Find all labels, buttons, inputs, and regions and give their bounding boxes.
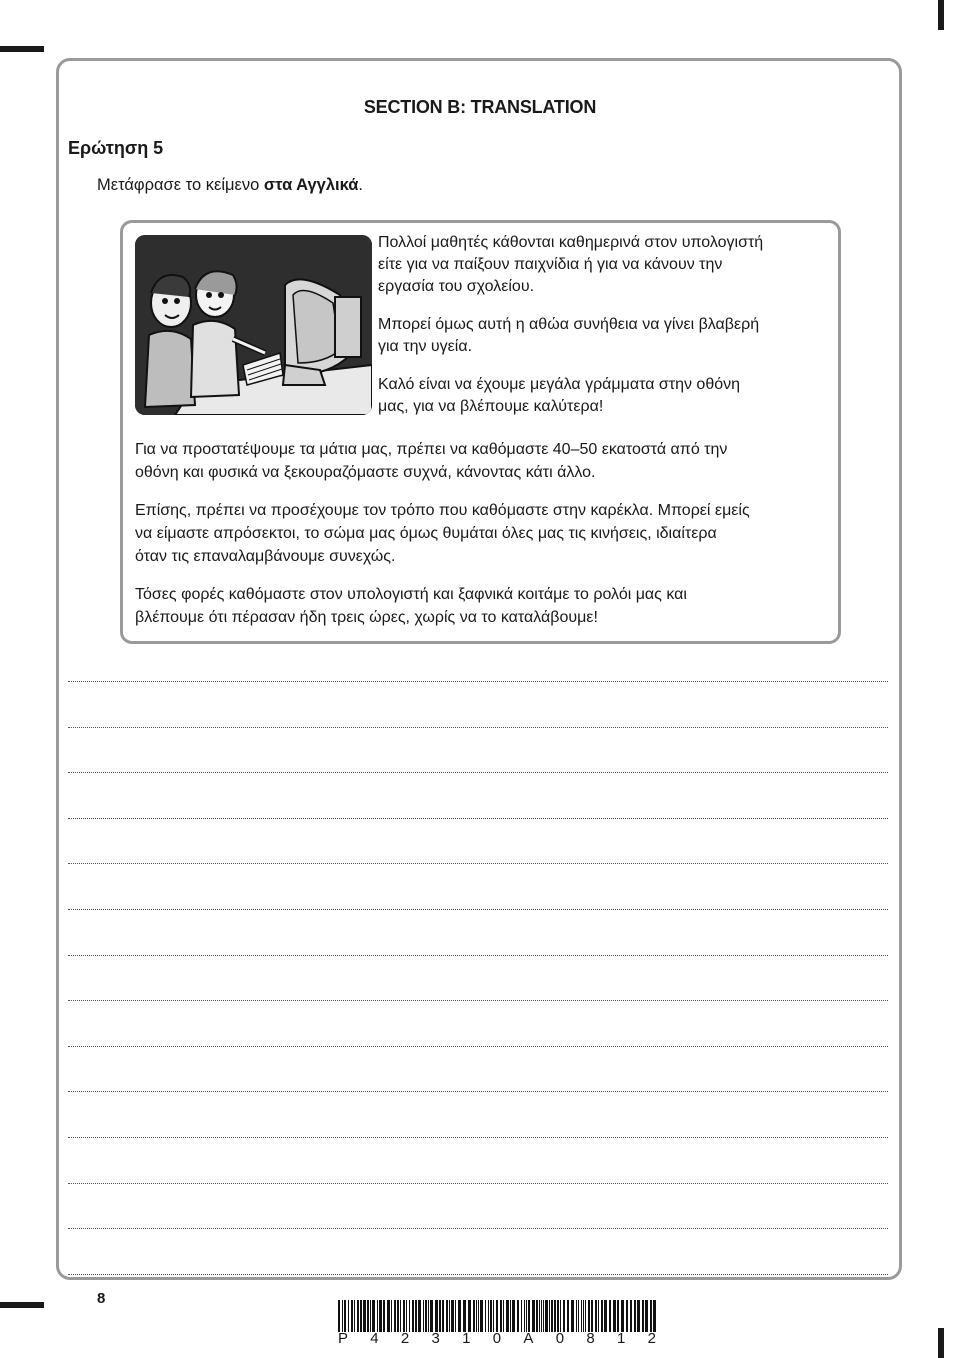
answer-line[interactable] [68,1091,888,1092]
barcode-bar [512,1300,515,1332]
edge-mark-top-left [0,46,44,52]
barcode-bar [541,1300,542,1332]
text-line: Πολλοί μαθητές κάθονται καθημερινά στον υπολογιστή [378,234,764,251]
barcode-bar [650,1300,652,1332]
barcode-bar [348,1300,349,1332]
answer-line[interactable] [68,909,888,910]
barcode [338,1300,656,1332]
barcode-bar [563,1300,565,1332]
barcode-bar [609,1300,611,1332]
barcode-bar [585,1300,586,1332]
text-line: Τόσες φορές καθόμαστε στον υπολογιστή και ξαφνικά κοιτάμε το ρολόι μας και [135,586,687,603]
answer-line[interactable] [68,727,888,728]
section-title: SECTION B: TRANSLATION [363,97,597,117]
barcode-bar [415,1300,417,1332]
barcode-bar [360,1300,362,1332]
instruction-emphasis: στα Αγγλικά [263,176,359,194]
barcode-bar [367,1300,369,1332]
barcode-bar [539,1300,540,1332]
barcode-bar [455,1300,456,1332]
barcode-bar [354,1300,355,1332]
barcode-bar [583,1300,584,1332]
barcode-bar [338,1300,340,1332]
barcode-bar [595,1300,597,1332]
barcode-character: A [523,1330,534,1347]
barcode-bar [506,1300,509,1332]
barcode-bar [571,1300,574,1332]
barcode-bar [521,1300,522,1332]
answer-line[interactable] [68,955,888,956]
barcode-bar [496,1300,498,1332]
text-line: εργασία του σχολείου. [378,278,535,295]
barcode-bar [532,1300,535,1332]
barcode-bar [637,1300,640,1332]
barcode-bar [490,1300,492,1332]
barcode-bar [604,1300,607,1332]
barcode-character: 1 [462,1330,471,1347]
barcode-bar [397,1300,399,1332]
barcode-bar [425,1300,427,1332]
barcode-bar [463,1300,466,1332]
text-line: είτε για να παίξουν παιχνίδια ή για να κάνουν την [378,256,723,273]
answer-line[interactable] [68,772,888,773]
answer-line[interactable] [68,1046,888,1047]
answer-line[interactable] [68,1183,888,1184]
full-paragraph [135,438,825,484]
barcode-bar [394,1300,396,1332]
barcode-bar [524,1300,525,1332]
barcode-character: 0 [555,1330,565,1347]
barcode-bar [403,1300,405,1332]
barcode-text [338,1330,656,1347]
text-line: βλέπουμε ότι πέρασαν ήδη τρεις ώρες, χωρίς να το καταλάβουμε! [135,609,598,626]
barcode-bar [418,1300,421,1332]
barcode-bar [488,1300,489,1332]
barcode-bar [617,1300,619,1332]
illustration-drawing [135,235,372,415]
barcode-bar [430,1300,433,1332]
barcode-bar [387,1300,390,1332]
barcode-bar [500,1300,502,1332]
barcode-bar [478,1300,479,1332]
instruction-prefix: Μετάφρασε το κείμενο [97,176,264,194]
barcode-bar [473,1300,475,1332]
side-paragraph [378,232,828,298]
barcode-bar [383,1300,385,1332]
barcode-bar [526,1300,527,1332]
full-paragraph [135,499,825,568]
side-paragraph [378,374,828,418]
barcode-bar [423,1300,424,1332]
answer-line[interactable] [68,681,888,682]
children-at-computer-illustration [135,235,372,415]
text-line: να είμαστε απρόσεκτοι, το σώμα μας όμως θυμάται όλες μας τις κινήσεις, ιδιαίτερα [135,525,717,542]
edge-mark-top-right [938,0,944,30]
barcode-bar [626,1300,628,1332]
edge-mark-bottom-left [0,1302,44,1308]
barcode-bar [439,1300,441,1332]
text-line: μας, για να βλέπουμε καλύτερα! [378,398,604,415]
barcode-bar [560,1300,561,1332]
barcode-character: 8 [586,1330,595,1347]
barcode-bar [554,1300,556,1332]
barcode-bar [591,1300,593,1332]
barcode-bar [503,1300,504,1332]
barcode-bar [578,1300,579,1332]
barcode-bar [412,1300,414,1332]
edge-mark-bottom-right [938,1328,944,1358]
full-paragraph [135,583,825,629]
barcode-bar [363,1300,366,1332]
page-number: 8 [97,1290,106,1307]
barcode-bar [442,1300,444,1332]
barcode-character: P [338,1330,349,1347]
barcode-bar [642,1300,644,1332]
barcode-bar [357,1300,359,1332]
barcode-bar [372,1300,375,1332]
barcode-bar [476,1300,477,1332]
barcode-bar [344,1300,346,1332]
barcode-bar [451,1300,454,1332]
barcode-bar [581,1300,582,1332]
question-label: Ερώτηση 5 [68,138,164,158]
answer-line[interactable] [68,1137,888,1138]
barcode-bar [543,1300,544,1332]
text-line: όταν τις επαναλαμβάνουμε συνεχώς. [135,548,396,565]
side-paragraph [378,314,828,358]
barcode-character: 4 [370,1330,379,1347]
side-paragraphs [378,232,828,418]
barcode-bar [567,1300,569,1332]
barcode-bar [613,1300,616,1332]
instruction [97,176,363,195]
barcode-bar [391,1300,392,1332]
barcode-bar [549,1300,550,1332]
barcode-bar [400,1300,401,1332]
barcode-bar [370,1300,371,1332]
barcode-character: 2 [647,1330,656,1347]
barcode-bar [493,1300,494,1332]
barcode-bar [517,1300,519,1332]
barcode-bar [485,1300,486,1332]
text-line: για την υγεία. [378,338,473,355]
barcode-bar [510,1300,511,1332]
barcode-bar [449,1300,450,1332]
barcode-bar [621,1300,624,1332]
answer-lines[interactable] [68,681,888,1319]
barcode-bar [351,1300,353,1332]
instruction-suffix: . [358,176,363,194]
answer-line[interactable] [68,863,888,864]
barcode-bar [379,1300,382,1332]
barcode-bar [630,1300,632,1332]
barcode-bar [446,1300,448,1332]
text-line: Μπορεί όμως αυτή η αθώα συνήθεια να γίνει βλαβερή [378,316,760,333]
barcode-bar [435,1300,438,1332]
barcode-bar [342,1300,343,1332]
answer-line[interactable] [68,1000,888,1001]
barcode-bar [428,1300,429,1332]
barcode-bar [406,1300,407,1332]
barcode-character: 1 [616,1330,626,1347]
text-line: Για να προστατέψουμε τα μάτια μας, πρέπει να καθόμαστε 40–50 εκατοστά από την [135,441,728,458]
text-line: Καλό είναι να έχουμε μεγάλα γράμματα στην οθόνη [378,376,741,393]
barcode-bar [409,1300,410,1332]
answer-line[interactable] [68,1228,888,1229]
answer-line[interactable] [68,1274,888,1275]
barcode-bar [588,1300,590,1332]
barcode-bar [576,1300,577,1332]
barcode-bar [545,1300,548,1332]
barcode-character: 3 [431,1330,440,1347]
barcode-bar [634,1300,636,1332]
barcode-bar [551,1300,553,1332]
barcode-bar [458,1300,461,1332]
text-line: Επίσης, πρέπει να προσέχουμε τον τρόπο που καθόμαστε στην καρέκλα. Μπορεί εμείς [135,502,750,519]
barcode-bar [601,1300,603,1332]
barcode-character: 0 [492,1330,502,1347]
answer-line[interactable] [68,818,888,819]
barcode-bar [598,1300,599,1332]
barcode-bar [528,1300,530,1332]
barcode-bar [468,1300,471,1332]
barcode-bar [536,1300,538,1332]
barcode-bar [377,1300,378,1332]
text-line: οθόνη και φυσικά να ξεκουραζόμαστε συχνά, κάνοντας κάτι άλλο. [135,464,596,481]
barcode-character: 2 [400,1330,410,1347]
barcode-bar [645,1300,648,1332]
barcode-bar [653,1300,656,1332]
barcode-bar [557,1300,559,1332]
barcode-bar [480,1300,483,1332]
